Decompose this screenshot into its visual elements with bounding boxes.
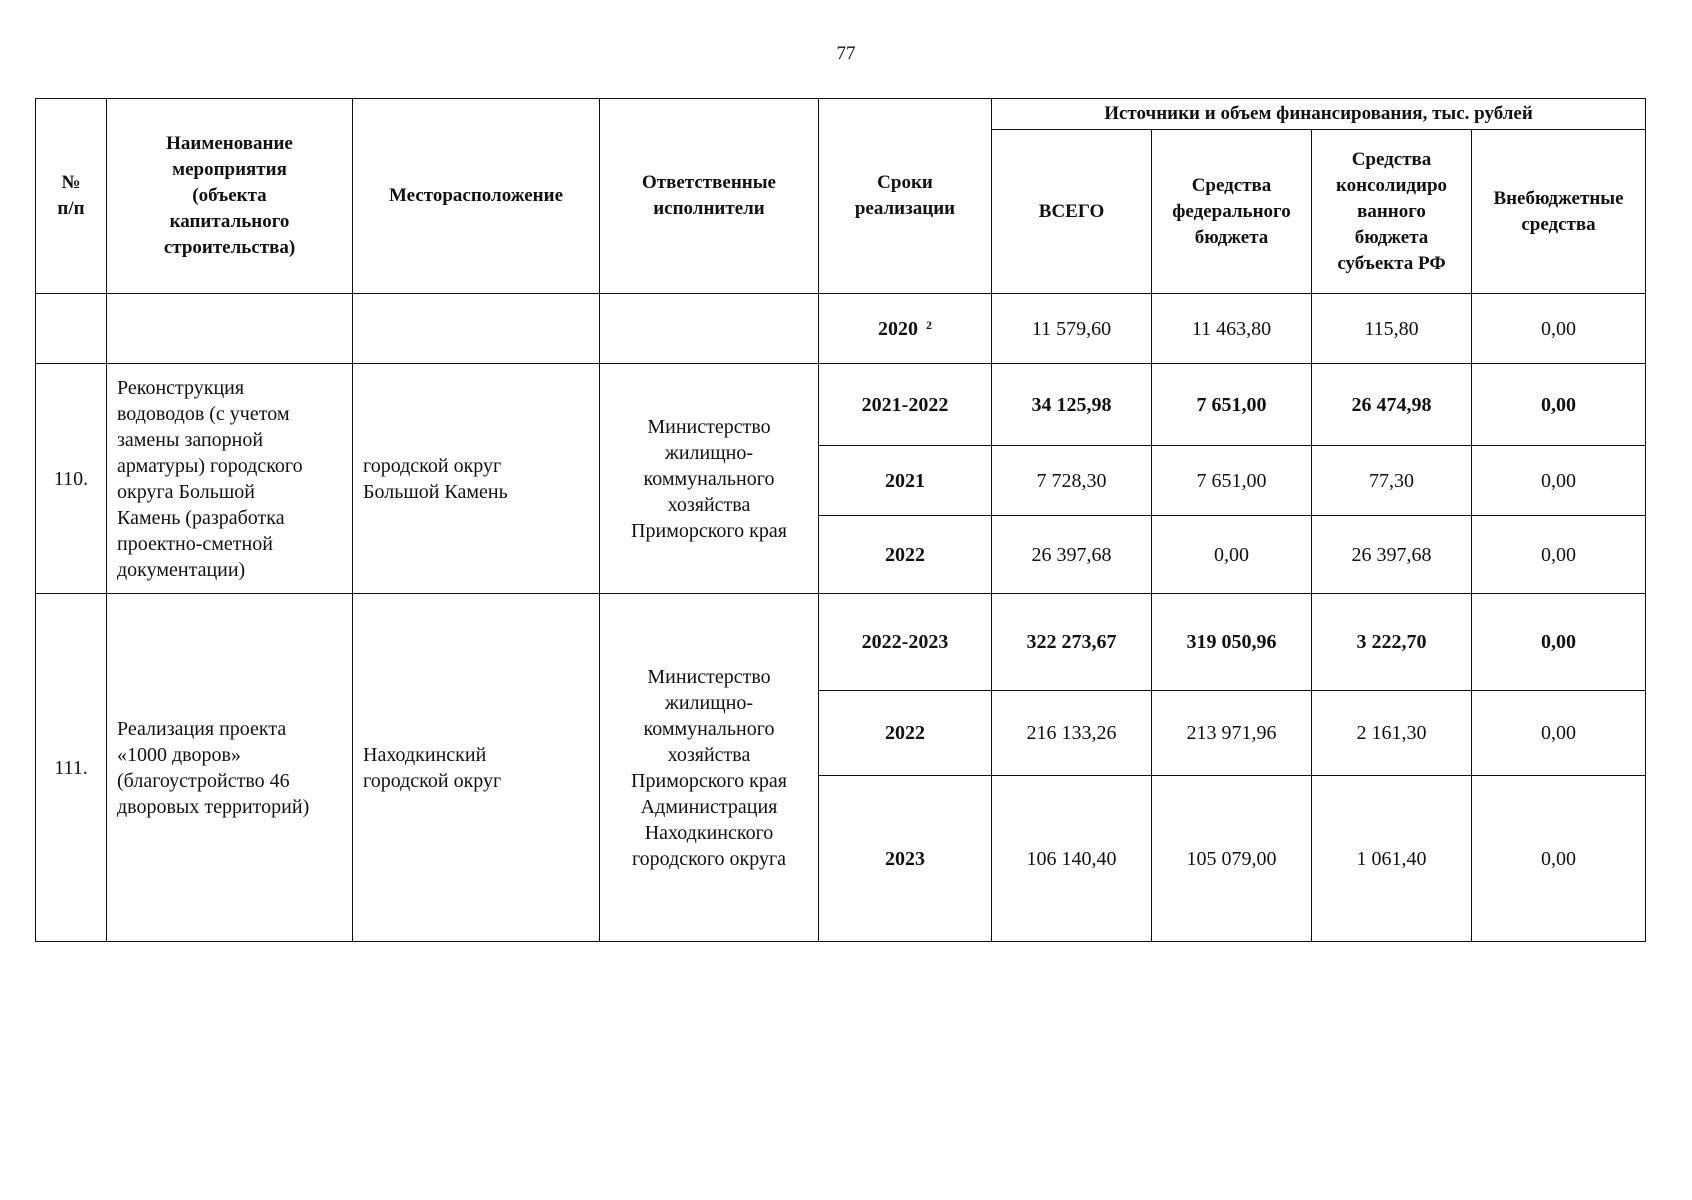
federal-cell: 319 050,96 (1152, 594, 1312, 691)
period-cell: 2021 (819, 446, 992, 516)
table-row (36, 594, 1646, 691)
period-cell: 2022 (819, 691, 992, 776)
federal-cell: 0,00 (1152, 516, 1312, 594)
header-extrabudget: Внебюджетные средства (1472, 130, 1646, 294)
header-executors: Ответственные исполнители (600, 99, 819, 294)
item-number: 110. (36, 364, 107, 594)
total-cell: 34 125,98 (992, 364, 1152, 446)
item-executors: Министерство жилищно- коммунального хозяйства Приморского края Администрация Находкинского городского округа (600, 594, 819, 942)
regional-cell: 77,30 (1312, 446, 1472, 516)
total-cell: 7 728,30 (992, 446, 1152, 516)
extrabudget-cell: 0,00 (1472, 691, 1646, 776)
period-cell: 2022-2023 (819, 594, 992, 691)
financing-table (35, 98, 1646, 942)
total-cell: 11 579,60 (992, 294, 1152, 364)
page-number: 77 (836, 43, 856, 64)
header-total: ВСЕГО (992, 130, 1152, 294)
empty-cell (36, 294, 107, 364)
period-cell: 2022 (819, 516, 992, 594)
period-cell: 2021-2022 (819, 364, 992, 446)
total-cell: 26 397,68 (992, 516, 1152, 594)
item-name: Реконструкция водоводов (с учетом замены запорной арматуры) городского округа Большой Камень (разработка проектно-сметной документации) (107, 364, 353, 594)
extrabudget-cell: 0,00 (1472, 294, 1646, 364)
header-regional: Средства консолидиро ванного бюджета субъекта РФ (1312, 130, 1472, 294)
federal-cell: 105 079,00 (1152, 776, 1312, 942)
header-funding-group: Источники и объем финансирования, тыс. рублей (992, 99, 1646, 130)
item-name: Реализация проекта «1000 дворов» (благоустройство 46 дворовых территорий) (107, 594, 353, 942)
header-period: Сроки реализации (819, 99, 992, 294)
header-federal: Средства федерального бюджета (1152, 130, 1312, 294)
regional-cell: 26 474,98 (1312, 364, 1472, 446)
regional-cell: 3 222,70 (1312, 594, 1472, 691)
extrabudget-cell: 0,00 (1472, 594, 1646, 691)
item-location: Находкинский городской округ (353, 594, 600, 942)
total-cell: 322 273,67 (992, 594, 1152, 691)
regional-cell: 115,80 (1312, 294, 1472, 364)
item-number: 111. (36, 594, 107, 942)
header-location: Месторасположение (353, 99, 600, 294)
empty-cell (600, 294, 819, 364)
extrabudget-cell: 0,00 (1472, 364, 1646, 446)
header-name: Наименование мероприятия (объекта капитального строительства) (107, 99, 353, 294)
item-executors: Министерство жилищно- коммунального хозяйства Приморского края (600, 364, 819, 594)
regional-cell: 1 061,40 (1312, 776, 1472, 942)
period-cell: 2023 (819, 776, 992, 942)
regional-cell: 26 397,68 (1312, 516, 1472, 594)
footnote-marker: 2 (926, 317, 932, 332)
empty-cell (107, 294, 353, 364)
period-value: 2020 (878, 317, 918, 340)
period-cell (819, 294, 992, 364)
regional-cell: 2 161,30 (1312, 691, 1472, 776)
federal-cell: 7 651,00 (1152, 364, 1312, 446)
table-row (36, 294, 1646, 364)
total-cell: 106 140,40 (992, 776, 1152, 942)
federal-cell: 7 651,00 (1152, 446, 1312, 516)
table-row (36, 364, 1646, 446)
empty-cell (353, 294, 600, 364)
extrabudget-cell: 0,00 (1472, 446, 1646, 516)
extrabudget-cell: 0,00 (1472, 516, 1646, 594)
federal-cell: 11 463,80 (1152, 294, 1312, 364)
total-cell: 216 133,26 (992, 691, 1152, 776)
header-num: № п/п (36, 99, 107, 294)
item-location: городской округ Большой Камень (353, 364, 600, 594)
extrabudget-cell: 0,00 (1472, 776, 1646, 942)
federal-cell: 213 971,96 (1152, 691, 1312, 776)
